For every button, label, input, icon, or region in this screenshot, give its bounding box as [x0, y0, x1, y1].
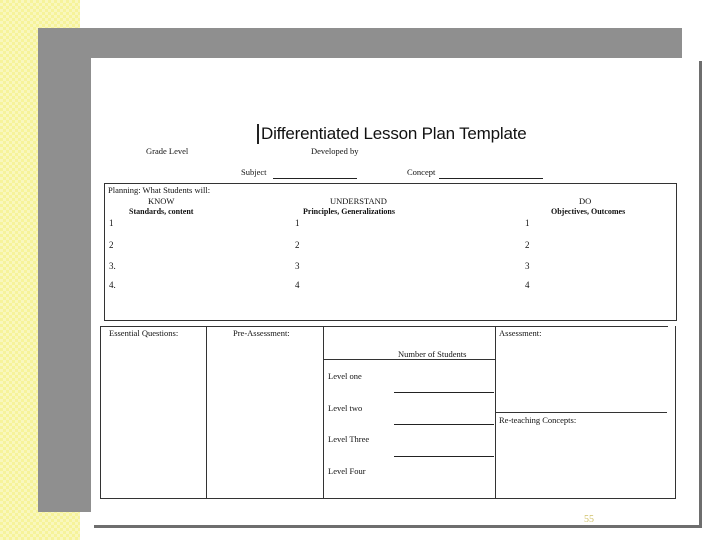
understand-row-4: 4: [295, 280, 300, 290]
level-four-label: Level Four: [328, 466, 366, 476]
know-row-2: 2: [109, 240, 114, 250]
lower-right-border: [675, 326, 676, 498]
level-three-label: Level Three: [328, 434, 370, 444]
level-one-label: Level one: [328, 371, 362, 381]
subject-label: Subject: [241, 167, 267, 177]
concept-line: [439, 178, 543, 179]
do-row-3: 3: [525, 261, 530, 271]
page-title: Differentiated Lesson Plan Template: [257, 124, 527, 144]
do-subheading: Objectives, Outcomes: [551, 207, 626, 216]
level-two-line: [394, 424, 494, 425]
number-students-underline: [323, 359, 495, 360]
essential-divider: [206, 326, 207, 498]
know-row-3: 3.: [109, 261, 116, 271]
number-of-students-label: Number of Students: [398, 349, 467, 359]
level-three-line: [394, 456, 494, 457]
do-row-2: 2: [525, 240, 530, 250]
level-two-label: Level two: [328, 403, 363, 413]
understand-row-2: 2: [295, 240, 300, 250]
subject-line: [273, 178, 357, 179]
know-row-1: 1: [109, 218, 114, 228]
grade-level-label: Grade Level: [146, 146, 189, 156]
slide-background-top: [80, 0, 720, 26]
pre-assessment-divider: [323, 326, 324, 498]
reteaching-label: Re-teaching Concepts:: [499, 415, 577, 425]
developed-by-label: Developed by: [311, 146, 359, 156]
assessment-label: Assessment:: [499, 328, 542, 338]
essential-questions-label: Essential Questions:: [109, 328, 179, 338]
understand-row-1: 1: [295, 218, 300, 228]
do-row-4: 4: [525, 280, 530, 290]
know-subheading: Standards, content: [129, 207, 194, 216]
lesson-plan-page: [91, 58, 699, 525]
know-heading: KNOW: [148, 196, 175, 206]
know-row-4: 4.: [109, 280, 116, 290]
planning-intro: Planning: What Students will:: [108, 185, 211, 195]
concept-label: Concept: [407, 167, 436, 177]
lower-section-top-border: [100, 326, 668, 327]
lower-bottom-border: [100, 498, 676, 499]
do-row-1: 1: [525, 218, 530, 228]
lower-left-border: [100, 326, 101, 498]
understand-subheading: Principles, Generalizations: [303, 207, 395, 216]
slide-number: 55: [584, 514, 594, 525]
level-one-line: [394, 392, 494, 393]
pre-assessment-label: Pre-Assessment:: [233, 328, 290, 338]
document-image-frame: [38, 28, 682, 512]
understand-row-3: 3: [295, 261, 300, 271]
reteaching-top-line: [495, 412, 667, 413]
understand-heading: UNDERSTAND: [330, 196, 387, 206]
do-heading: DO: [579, 196, 592, 206]
